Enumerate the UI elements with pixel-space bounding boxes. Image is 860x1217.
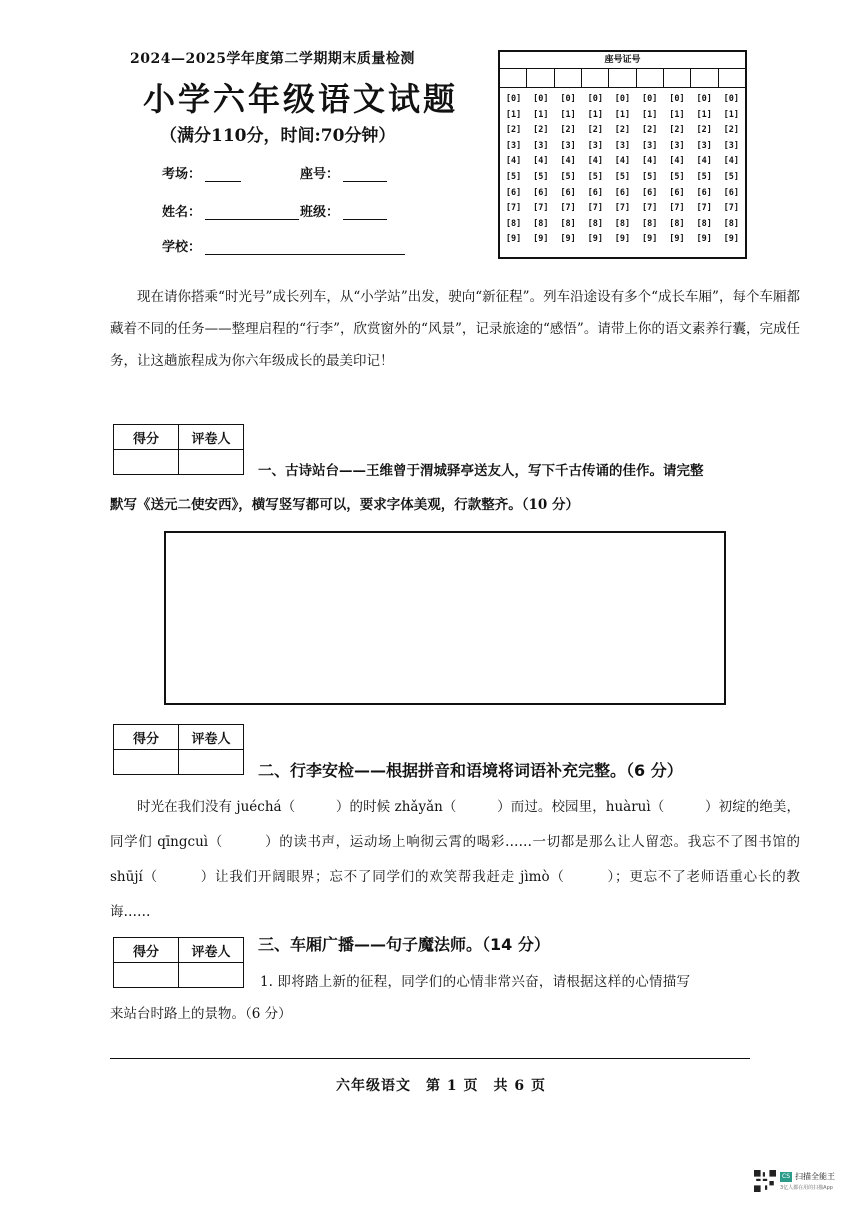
exam-title: 小学六年级语文试题 bbox=[143, 80, 459, 118]
digit-bubble[interactable]: [8] bbox=[669, 218, 685, 229]
grader-label: 评卷人 bbox=[179, 425, 244, 450]
digit-bubble[interactable]: [6] bbox=[696, 187, 712, 198]
digit-bubble[interactable]: [0] bbox=[614, 94, 631, 104]
digit-bubble[interactable]: [4] bbox=[533, 156, 549, 167]
digit-bubble[interactable]: [7] bbox=[560, 203, 576, 214]
digit-bubble[interactable]: [1] bbox=[533, 109, 549, 120]
digit-bubble[interactable]: [9] bbox=[587, 234, 603, 245]
digit-column[interactable] bbox=[663, 92, 690, 248]
digit-bubble[interactable]: [1] bbox=[505, 109, 522, 120]
digit-bubble[interactable]: [2] bbox=[696, 125, 712, 136]
digit-bubble[interactable]: [3] bbox=[723, 140, 740, 151]
name-field[interactable] bbox=[162, 201, 299, 220]
digit-bubble[interactable]: [9] bbox=[696, 234, 712, 245]
digit-bubble[interactable]: [8] bbox=[614, 218, 631, 229]
digit-bubble[interactable]: [2] bbox=[642, 125, 658, 136]
digit-bubble[interactable]: [1] bbox=[614, 109, 631, 120]
digit-bubble[interactable]: [3] bbox=[560, 140, 576, 151]
digit-bubble[interactable]: [3] bbox=[614, 140, 631, 151]
name-line[interactable] bbox=[205, 205, 299, 220]
digit-bubble[interactable]: [3] bbox=[642, 140, 658, 151]
class-label: 班级： bbox=[300, 205, 340, 220]
digit-bubble[interactable]: [7] bbox=[723, 203, 740, 214]
candidate-number-grid[interactable] bbox=[498, 50, 747, 259]
name-label: 姓名： bbox=[162, 205, 202, 220]
scanner-badge: CS bbox=[782, 1173, 790, 1180]
digit-column[interactable] bbox=[691, 92, 718, 248]
seat-no-field[interactable] bbox=[300, 163, 387, 182]
digit-bubble[interactable]: [4] bbox=[642, 156, 658, 167]
section-1-title: 一、古诗站台——王维曾于渭城驿亭送友人，写下千古传诵的佳作。请完整 bbox=[258, 463, 704, 479]
page-footer: 六年级语文 第 1 页 共 6 页 bbox=[336, 1078, 546, 1094]
grader-label: 评卷人 bbox=[179, 725, 244, 750]
digit-bubble[interactable]: [6] bbox=[642, 187, 658, 198]
digit-bubble[interactable]: [4] bbox=[560, 156, 576, 167]
digit-bubble[interactable]: [4] bbox=[723, 156, 740, 167]
digit-bubble[interactable]: [4] bbox=[696, 156, 712, 167]
digit-bubble[interactable]: [0] bbox=[696, 94, 712, 104]
digit-column[interactable] bbox=[636, 92, 663, 248]
digit-bubble[interactable]: [0] bbox=[505, 94, 522, 104]
scanner-watermark bbox=[752, 1168, 844, 1196]
digit-bubble[interactable]: [3] bbox=[505, 140, 522, 151]
digit-bubble[interactable]: [4] bbox=[614, 156, 631, 167]
school-line[interactable] bbox=[205, 240, 405, 255]
section-3-title: 三、车厢广播——句子魔法师。（14 分） bbox=[258, 935, 550, 954]
digit-bubble[interactable]: [0] bbox=[560, 94, 576, 104]
score-cell[interactable] bbox=[114, 750, 179, 775]
digit-bubble[interactable]: [7] bbox=[614, 203, 631, 214]
footer-divider bbox=[110, 1058, 750, 1059]
digit-bubble[interactable]: [9] bbox=[560, 234, 576, 245]
exam-room-field[interactable] bbox=[162, 163, 241, 182]
poem-writing-box[interactable] bbox=[164, 531, 726, 705]
digit-column[interactable] bbox=[527, 92, 554, 248]
digit-bubble[interactable]: [5] bbox=[696, 171, 712, 182]
digit-bubble[interactable]: [6] bbox=[669, 187, 685, 198]
digit-bubble-columns[interactable] bbox=[500, 88, 745, 248]
section-3-question-1: 1. 即将踏上新的征程，同学们的心情非常兴奋，请根据这样的心情描写来站台时路上的景物。（6 分） bbox=[110, 974, 690, 1022]
seat-no-line[interactable] bbox=[343, 167, 387, 182]
digit-bubble[interactable]: [8] bbox=[505, 218, 522, 229]
digit-bubble[interactable]: [8] bbox=[642, 218, 658, 229]
digit-bubble[interactable]: [0] bbox=[642, 94, 658, 104]
digit-bubble[interactable]: [6] bbox=[614, 187, 631, 198]
digit-bubble[interactable]: [9] bbox=[533, 234, 549, 245]
digit-bubble[interactable]: [2] bbox=[614, 125, 631, 136]
exam-subtitle: （满分110分，时间:70分钟） bbox=[160, 126, 396, 146]
digit-bubble[interactable]: [0] bbox=[669, 94, 685, 104]
score-label: 得分 bbox=[114, 725, 179, 750]
digit-bubble[interactable]: [5] bbox=[560, 171, 576, 182]
digit-bubble[interactable]: [3] bbox=[696, 140, 712, 151]
digit-bubble[interactable]: [2] bbox=[723, 125, 740, 136]
digit-bubble[interactable]: [8] bbox=[560, 218, 576, 229]
grid-title: 座号证号 bbox=[500, 52, 745, 69]
digit-bubble[interactable]: [5] bbox=[505, 171, 522, 182]
digit-bubble[interactable]: [7] bbox=[696, 203, 712, 214]
digit-bubble[interactable]: [7] bbox=[642, 203, 658, 214]
digit-column[interactable] bbox=[609, 92, 636, 248]
digit-bubble[interactable]: [0] bbox=[723, 94, 740, 104]
digit-column[interactable] bbox=[500, 92, 527, 248]
digit-column[interactable] bbox=[718, 92, 745, 248]
digit-bubble[interactable]: [5] bbox=[587, 171, 603, 182]
digit-bubble[interactable]: [5] bbox=[669, 171, 685, 182]
digit-column[interactable] bbox=[554, 92, 581, 248]
digit-bubble[interactable]: [7] bbox=[669, 203, 685, 214]
section-2-body: 时光在我们没有 juéchá（ ）的时候 zhǎyǎn（ ）而过。校园里，huàruì（ ）初绽的绝美，同学们 qīngcuì（ ）的读书声，运动场上响彻云霄的喝彩……一切都是那么让人留恋。我忘不了图书馆的 shūjí（ ）让我们开阔眼界；忘不了同学们的欢笑帮我赶走 jìmò（ ）；更忘不了老师语重心长的教诲…… bbox=[110, 799, 800, 920]
digit-bubble[interactable]: [2] bbox=[560, 125, 576, 136]
digit-bubble[interactable]: [9] bbox=[642, 234, 658, 245]
grader-cell[interactable] bbox=[179, 450, 244, 475]
digit-bubble[interactable]: [1] bbox=[642, 109, 658, 120]
digit-bubble[interactable]: [3] bbox=[669, 140, 685, 151]
digit-bubble[interactable]: [7] bbox=[505, 203, 522, 214]
digit-bubble[interactable]: [6] bbox=[587, 187, 603, 198]
digit-bubble[interactable]: [8] bbox=[696, 218, 712, 229]
digit-bubble[interactable]: [6] bbox=[723, 187, 740, 198]
digit-bubble[interactable]: [8] bbox=[587, 218, 603, 229]
digit-bubble[interactable]: [0] bbox=[587, 94, 603, 104]
digit-bubble[interactable]: [1] bbox=[587, 109, 603, 120]
score-box-1 bbox=[113, 424, 244, 475]
exam-room-line[interactable] bbox=[205, 167, 241, 182]
scanner-tagline: 3亿人都在用的扫描App bbox=[780, 1185, 833, 1191]
digit-bubble[interactable]: [1] bbox=[696, 109, 712, 120]
score-label: 得分 bbox=[114, 425, 179, 450]
digit-bubble[interactable]: [1] bbox=[669, 109, 685, 120]
digit-bubble[interactable]: [8] bbox=[533, 218, 549, 229]
class-line[interactable] bbox=[343, 205, 387, 220]
score-label: 得分 bbox=[114, 938, 179, 963]
digit-bubble[interactable]: [9] bbox=[505, 234, 522, 245]
digit-bubble[interactable]: [5] bbox=[642, 171, 658, 182]
digit-bubble[interactable]: [6] bbox=[505, 187, 522, 198]
digit-bubble[interactable]: [1] bbox=[560, 109, 576, 120]
seat-no-label: 座号： bbox=[300, 167, 340, 182]
digit-bubble[interactable]: [7] bbox=[533, 203, 549, 214]
intro-paragraph: 现在请你搭乘“时光号”成长列车，从“小学站”出发，驶向“新征程”。列车沿途设有多个“成长车厢”，每个车厢都藏着不同的任务——整理启程的“行李”，欣赏窗外的“风景”，记录旅途的“感悟”。请带上你的语文素养行囊，完成任务，让这趟旅程成为你六年级成长的最美印记！ bbox=[110, 289, 800, 369]
score-box-2 bbox=[113, 724, 244, 775]
score-cell[interactable] bbox=[114, 450, 179, 475]
digit-bubble[interactable]: [0] bbox=[533, 94, 549, 104]
digit-bubble[interactable]: [9] bbox=[723, 234, 740, 245]
section-2-title: 二、行李安检——根据拼音和语境将词语补充完整。（6 分） bbox=[258, 761, 683, 780]
digit-bubble[interactable]: [3] bbox=[533, 140, 549, 151]
digit-bubble[interactable]: [3] bbox=[587, 140, 603, 151]
digit-column[interactable] bbox=[582, 92, 609, 248]
digit-bubble[interactable]: [5] bbox=[533, 171, 549, 182]
school-field[interactable] bbox=[162, 236, 405, 255]
grader-cell[interactable] bbox=[179, 750, 244, 775]
digit-bubble[interactable]: [2] bbox=[669, 125, 685, 136]
grader-label: 评卷人 bbox=[179, 938, 244, 963]
digit-bubble[interactable]: [5] bbox=[614, 171, 631, 182]
class-field[interactable] bbox=[300, 201, 387, 220]
digit-bubble[interactable]: [8] bbox=[723, 218, 740, 229]
digit-bubble[interactable]: [9] bbox=[669, 234, 685, 245]
qr-code-icon bbox=[754, 1170, 776, 1192]
exam-room-label: 考场： bbox=[162, 167, 202, 182]
digit-bubble[interactable]: [5] bbox=[723, 171, 740, 182]
digit-bubble[interactable]: [9] bbox=[614, 234, 631, 245]
section-1-instructions: 默写《送元二使安西》，横写竖写都可以，要求字体美观，行款整齐。（10 分） bbox=[110, 497, 579, 513]
digit-bubble[interactable]: [2] bbox=[587, 125, 603, 136]
digit-bubble[interactable]: [2] bbox=[505, 125, 522, 136]
exam-period: 2024—2025学年度第二学期期末质量检测 bbox=[130, 51, 415, 67]
digit-bubble[interactable]: [7] bbox=[587, 203, 603, 214]
digit-bubble[interactable]: [6] bbox=[533, 187, 549, 198]
digit-bubble[interactable]: [1] bbox=[723, 109, 740, 120]
digit-bubble[interactable]: [4] bbox=[505, 156, 522, 167]
school-label: 学校： bbox=[162, 240, 202, 255]
digit-bubble[interactable]: [4] bbox=[587, 156, 603, 167]
digit-bubble[interactable]: [2] bbox=[533, 125, 549, 136]
digit-entry-boxes[interactable] bbox=[500, 69, 745, 88]
digit-bubble[interactable]: [4] bbox=[669, 156, 685, 167]
digit-bubble[interactable]: [6] bbox=[560, 187, 576, 198]
scanner-app-name: 扫描全能王 bbox=[795, 1172, 835, 1181]
